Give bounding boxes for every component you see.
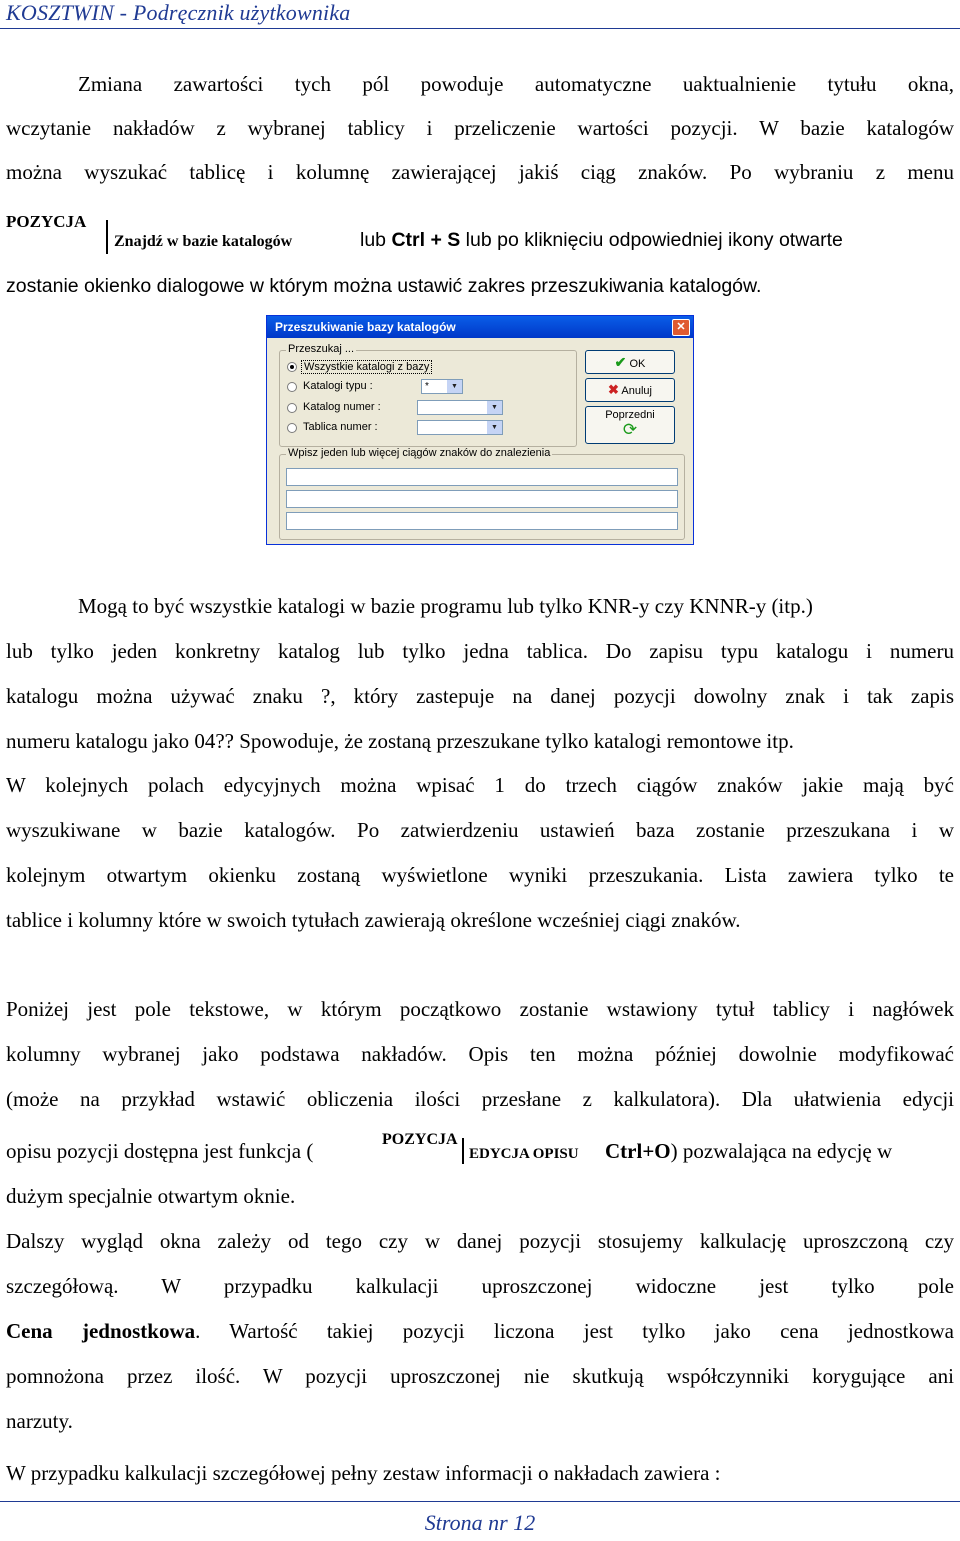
- para3-line1: Poniżej jest pole tekstowe, w którym początkowo zostanie wstawiony tytuł tablicy i nagłówek: [6, 997, 954, 1021]
- para4-line4: pomnożona przez ilość. W pozycji uproszczonej nie skutkują współczynniki korygujące ani: [6, 1364, 954, 1388]
- header-rule: [0, 28, 960, 29]
- radio-table-number[interactable]: [287, 423, 297, 433]
- catalog-number-select[interactable]: [417, 400, 503, 415]
- para1-line5: zostanie okienko dialogowe w którym można ustawić zakres przeszukiwania katalogów.: [6, 275, 762, 297]
- para3-line4-start: opisu pozycji dostępna jest funkcja (: [6, 1139, 314, 1163]
- dialog-title: Przeszukiwanie bazy katalogów: [275, 320, 456, 334]
- dialog-titlebar: [267, 316, 693, 338]
- ok-button[interactable]: [585, 350, 675, 374]
- footer-rule: [0, 1501, 960, 1502]
- para2-line8: tablice i kolumny które w swoich tytułach zawierają określone wcześniej ciągi znaków.: [6, 908, 741, 932]
- menu-path-pozycja-2: POZYCJA: [382, 1131, 458, 1148]
- para3-line2: kolumny wybranej jako podstawa nakładów. Opis ten można później dowolnie modyfikować: [6, 1042, 954, 1066]
- para1-line3: można wyszukać tablicę i kolumnę zawierającej jakiś ciąg znaków. Po wybraniu z menu: [6, 160, 954, 184]
- catalog-type-value: *: [425, 381, 429, 392]
- menu-path-separator: [106, 220, 108, 254]
- close-icon[interactable]: ✕: [672, 319, 690, 336]
- table-number-select[interactable]: [417, 420, 503, 435]
- para4-line3-rest: . Wartość takiej pozycji liczona jest tylko jako cena jednostkowa: [195, 1319, 954, 1343]
- para3-line3: (może na przykład wstawić obliczenia ilości przesłane z kalkulatora). Dla ułatwienia edycji: [6, 1087, 954, 1111]
- option-catalog-type-label: Katalogi typu :: [303, 380, 373, 392]
- shortcut-ctrl-s: Ctrl + S: [391, 229, 461, 251]
- para2-line7: kolejnym otwartym okienku zostaną wyświetlone wyniki przeszukania. Lista zawiera tylko te: [6, 863, 954, 887]
- ok-label: OK: [629, 358, 646, 370]
- chevron-down-icon: ▼: [487, 401, 502, 414]
- para2-line4: numeru katalogu jako 04?? Spowoduje, że zostaną przeszukane tylko katalogi remontowe itp.: [6, 729, 794, 753]
- page-number: Strona nr 12: [424, 1510, 536, 1535]
- para2-line3: katalogu można używać znaku ?, który zastepuje na danej pozycji dowolny znak i tak zapis: [6, 684, 954, 708]
- search-string-input-2[interactable]: [286, 490, 678, 508]
- chevron-down-icon: ▼: [447, 380, 462, 393]
- cena-jednostkowa-label: Cena jednostkowa: [6, 1319, 196, 1343]
- search-dialog: [266, 315, 694, 545]
- para3-line4-end: [605, 1139, 892, 1164]
- para4-line2: szczegółową. W przypadku kalkulacji uproszczonej widoczne jest tylko pole: [6, 1274, 954, 1298]
- refresh-icon: ⟳: [622, 420, 638, 439]
- option-catalog-number-label: Katalog numer :: [303, 401, 381, 413]
- para5-line1: W przypadku kalkulacji szczegółowej pełny zestaw informacji o nakładach zawiera :: [6, 1461, 721, 1485]
- chevron-down-icon: ▼: [487, 421, 502, 434]
- para1-line4: [360, 229, 843, 252]
- para3-line5: dużym specjalnie otwartym oknie.: [6, 1184, 296, 1208]
- checkmark-icon: ✔: [614, 354, 627, 370]
- previous-label: Poprzedni: [605, 409, 655, 421]
- menu-path-pozycja: POZYCJA: [6, 212, 87, 231]
- search-string-input-3[interactable]: [286, 512, 678, 530]
- radio-catalog-type[interactable]: [287, 382, 297, 392]
- para3-line4-rest: ) pozwalająca na edycję w: [670, 1139, 893, 1163]
- para2-line6: wyszukiwane w bazie katalogów. Po zatwierdzeniu ustawień baza zostanie przeszukana i w: [6, 818, 954, 842]
- menu-path-separator-2: [462, 1138, 464, 1164]
- menu-path-znajdz: Znajdź w bazie katalogów: [114, 233, 293, 250]
- option-all-catalogs-label: Wszystkie katalogi z bazy: [301, 360, 432, 374]
- para4-line3: [6, 1319, 954, 1344]
- menu-path-edycja-opisu: EDYCJA OPISU: [469, 1146, 579, 1162]
- para1-line4-lub: lub: [360, 229, 392, 251]
- para1-line1: Zmiana zawartości tych pól powoduje automatyczne uaktualnienie tytułu okna,: [78, 72, 954, 96]
- cancel-button[interactable]: [585, 378, 675, 402]
- shortcut-ctrl-o: Ctrl+O: [605, 1139, 671, 1163]
- cancel-label: Anuluj: [621, 385, 652, 397]
- para1-line2: wczytanie nakładów z wybranej tablicy i przeliczenie wartości pozycji. W bazie katalogów: [6, 116, 954, 140]
- cross-icon: ✖: [608, 382, 619, 397]
- radio-all-catalogs[interactable]: [287, 362, 297, 372]
- option-table-number-label: Tablica numer :: [303, 421, 378, 433]
- search-strings-label: Wpisz jeden lub więcej ciągów znaków do znalezienia: [288, 447, 551, 459]
- para4-line5: narzuty.: [6, 1409, 73, 1433]
- previous-button[interactable]: [585, 406, 675, 444]
- running-header: KOSZTWIN - Podręcznik użytkownika: [6, 0, 351, 25]
- search-scope-label: Przeszukaj ...: [288, 343, 355, 355]
- para2-line2: lub tylko jeden konkretny katalog lub tylko jedna tablica. Do zapisu typu katalogu i numeru: [6, 639, 954, 663]
- para2-line5: W kolejnych polach edycyjnych można wpisać 1 do trzech ciągów znaków jakie mają być: [6, 773, 954, 797]
- para2-line1: Mogą to być wszystkie katalogi w bazie programu lub tylko KNR-y czy KNNR-y (itp.): [78, 594, 813, 618]
- search-string-input-1[interactable]: [286, 468, 678, 486]
- catalog-type-select[interactable]: [421, 379, 463, 394]
- para4-line1: Dalszy wygląd okna zależy od tego czy w danej pozycji stosujemy kalkulację uproszczoną czy: [6, 1229, 954, 1253]
- radio-catalog-number[interactable]: [287, 403, 297, 413]
- para1-line4-end: lub po kliknięciu odpowiedniej ikony otwarte: [460, 229, 843, 251]
